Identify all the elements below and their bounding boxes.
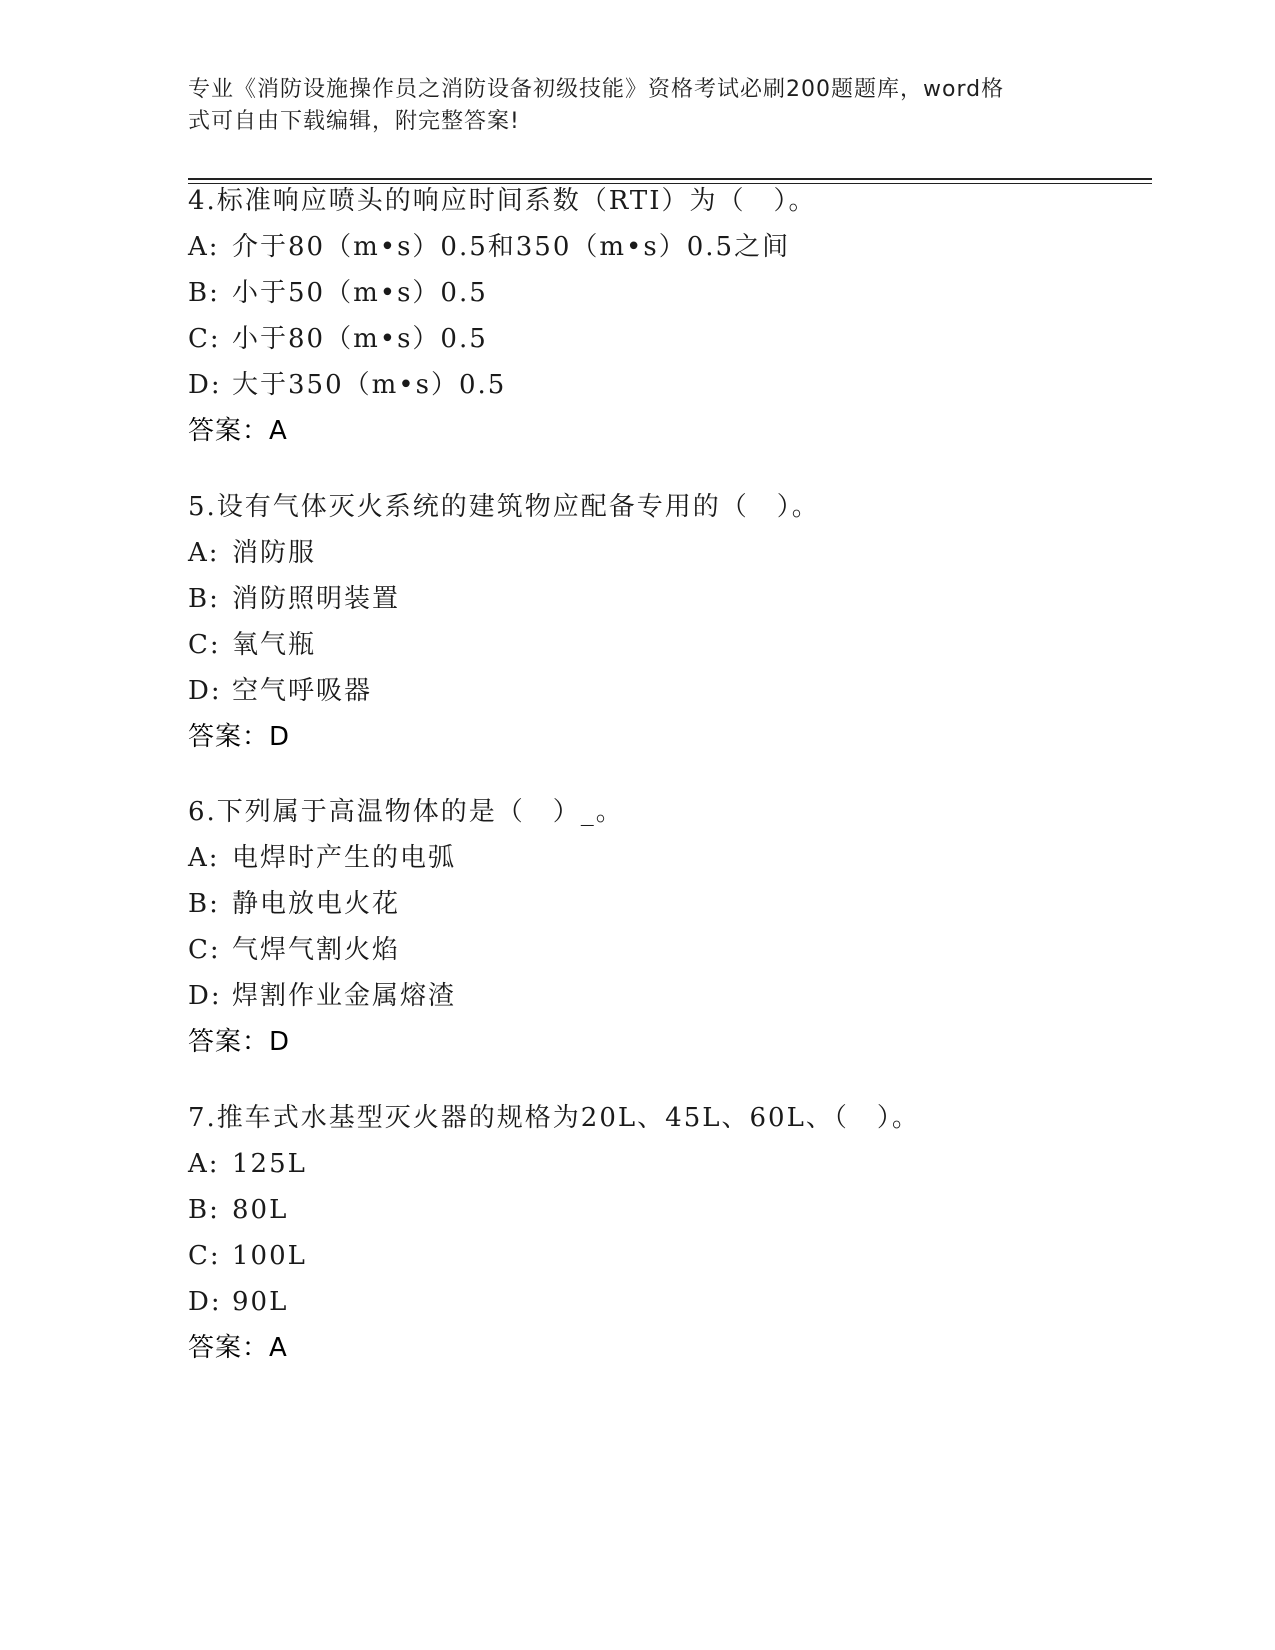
question-block-7: [188, 1095, 1148, 1371]
option-a: [188, 1141, 1148, 1187]
option-key: D:: [188, 1287, 222, 1317]
option-key: D:: [188, 676, 222, 706]
option-text: 消防照明装置: [232, 584, 401, 614]
option-d: [188, 1279, 1148, 1325]
option-a: [188, 530, 1148, 576]
option-text: 焊割作业金属熔渣: [232, 981, 457, 1011]
option-key: D:: [188, 981, 222, 1011]
option-key: D:: [188, 370, 222, 400]
option-d: [188, 362, 1148, 408]
option-text: 氧气瓶: [232, 630, 317, 660]
answer-line: 答案：A: [188, 1333, 288, 1363]
option-key: C:: [188, 1241, 221, 1271]
answer-line: 答案：D: [188, 1027, 291, 1057]
option-d: [188, 973, 1148, 1019]
option-key: B:: [188, 584, 220, 614]
header-title-line-2: 式可自由下载编辑，附完整答案!: [188, 109, 520, 134]
option-b: [188, 576, 1148, 622]
option-c: [188, 316, 1148, 362]
option-d: [188, 668, 1148, 714]
option-text: 100L: [232, 1241, 307, 1271]
option-text: 小于80（m•s）0.5: [232, 324, 488, 354]
option-text: 电焊时产生的电弧: [232, 843, 457, 873]
option-text: 气焊气割火焰: [232, 935, 401, 965]
option-text: 静电放电火花: [232, 889, 401, 919]
question-block-5: [188, 484, 1148, 760]
option-key: A:: [188, 843, 220, 873]
question-stem: 7.推车式水基型灭火器的规格为20L、45L、60L、（ ）。: [188, 1103, 920, 1133]
question-block-4: [188, 178, 1148, 454]
option-text: 大于350（m•s）0.5: [232, 370, 507, 400]
option-b: [188, 1187, 1148, 1233]
option-text: 消防服: [232, 538, 317, 568]
question-stem: 5.设有气体灭火系统的建筑物应配备专用的（ ）。: [188, 492, 820, 522]
option-b: [188, 881, 1148, 927]
option-key: A:: [188, 1149, 220, 1179]
option-a: [188, 835, 1148, 881]
option-key: B:: [188, 1195, 220, 1225]
option-key: C:: [188, 324, 221, 354]
option-key: B:: [188, 278, 220, 308]
question-stem: 4.标准响应喷头的响应时间系数（RTI）为（ ）。: [188, 186, 817, 216]
option-a: [188, 224, 1148, 270]
option-text: 小于50（m•s）0.5: [232, 278, 488, 308]
option-c: [188, 622, 1148, 668]
option-key: B:: [188, 889, 220, 919]
option-text: 空气呼吸器: [232, 676, 373, 706]
option-text: 125L: [232, 1149, 307, 1179]
answer-line: 答案：D: [188, 722, 291, 752]
option-b: [188, 270, 1148, 316]
option-text: 介于80（m•s）0.5和350（m•s）0.5之间: [232, 232, 791, 262]
option-key: A:: [188, 538, 220, 568]
option-key: C:: [188, 935, 221, 965]
document-header: [188, 74, 1068, 138]
option-c: [188, 1233, 1148, 1279]
option-key: A:: [188, 232, 220, 262]
option-text: 80L: [232, 1195, 289, 1225]
question-block-6: [188, 789, 1148, 1065]
answer-line: 答案：A: [188, 416, 288, 446]
option-c: [188, 927, 1148, 973]
header-title-line-1: 专业《消防设施操作员之消防设备初级技能》资格考试必刷200题题库，word格: [188, 77, 1005, 102]
option-text: 90L: [232, 1287, 289, 1317]
question-stem: 6.下列属于高温物体的是（ ）_。: [188, 797, 624, 827]
option-key: C:: [188, 630, 221, 660]
